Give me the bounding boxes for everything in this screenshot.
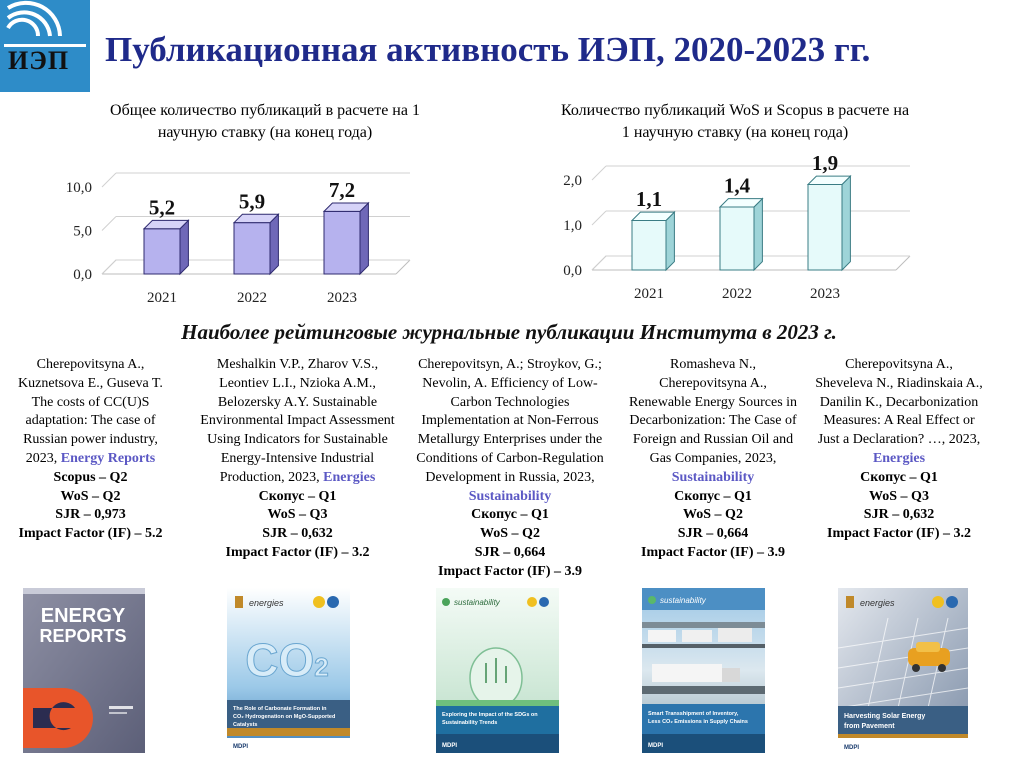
publication-citation: Meshalkin V.P., Zharov V.S., Leontiev L.I., Nzioka A.M., Belozersky A.Y. Sustainable Environmental Impact Assessment Using Indicators for Sustainable Energy-Intensive Industrial Production, 2023, — [200, 357, 395, 485]
publication-metric: WoS – Q3 — [869, 488, 929, 504]
publication-metric: Impact Factor (IF) – 3.9 — [641, 544, 785, 560]
svg-text:sustainability: sustainability — [454, 598, 500, 607]
bar-side — [360, 203, 368, 274]
bar-top — [144, 220, 188, 228]
svg-text:The Role of Carbonate Formatio: The Role of Carbonate Formation in — [233, 706, 327, 712]
svg-text:MDPI: MDPI — [442, 743, 457, 749]
data-label: 1,9 — [811, 151, 839, 176]
bar — [720, 207, 754, 270]
section-title: Наиболее рейтинговые журнальные публикации Института в 2023 г. — [181, 320, 837, 344]
y-tick-label: 0,0 — [73, 267, 92, 283]
publication-citation: Cherepovitsyna A., Sheveleva N., Riadinskaia A., Danilin K., Decarbonization Measures: A Real Effect or Just a Declaration? …, 2023, — [815, 357, 983, 448]
y-tick-label: 1,0 — [563, 218, 582, 234]
svg-text:Catalysts: Catalysts — [233, 722, 258, 728]
data-label: 1,4 — [723, 173, 751, 198]
svg-text:ENERGY: ENERGY — [40, 605, 126, 627]
bar — [324, 211, 360, 274]
data-label: 5,2 — [148, 195, 176, 220]
publications-per-rate-chart — [40, 150, 420, 315]
y-tick-label: 10,0 — [65, 180, 92, 196]
chart2-title-line1: Количество публикаций WoS и Scopus в расчете на — [560, 102, 910, 119]
x-tick-label: 2021 — [634, 286, 664, 302]
svg-text:CO2: CO2 — [245, 634, 329, 686]
publication-metric: WoS – Q3 — [267, 507, 328, 523]
publication-journal: Sustainability — [468, 488, 552, 504]
publication-metric: Impact Factor (IF) – 3.2 — [827, 526, 971, 542]
publication-metric: WoS – Q2 — [60, 488, 121, 504]
grid-line-diag — [102, 217, 116, 231]
wos-scopus-per-rate-chart — [540, 150, 920, 310]
page-title: Публикационная активность ИЭП, 2020-2023 гг. — [105, 30, 871, 69]
publication-metric: Scopus – Q2 — [53, 469, 128, 485]
chart-floor-edge — [396, 260, 410, 274]
bar-side — [754, 199, 762, 270]
svg-text:Harvesting Solar Energy: Harvesting Solar Energy — [844, 713, 926, 720]
x-tick-label: 2023 — [810, 286, 840, 302]
chart-floor-edge — [896, 256, 910, 270]
svg-text:Exploring the Impact of the SD: Exploring the Impact of the SDGs on — [442, 712, 538, 718]
bar-side — [180, 220, 188, 274]
institute-logo — [0, 0, 90, 92]
y-tick-label: 2,0 — [563, 173, 582, 189]
publication-metric: SJR – 0,664 — [474, 544, 546, 560]
publication-metric: Скопус – Q1 — [674, 488, 752, 504]
bar — [808, 185, 842, 271]
svg-text:Smart Transshipment of Invento: Smart Transshipment of Inventory, — [648, 711, 739, 717]
bar — [234, 223, 270, 274]
svg-text:Less CO₂ Emissions in Supply C: Less CO₂ Emissions in Supply Chains — [648, 719, 748, 725]
data-label: 1,1 — [635, 187, 663, 212]
data-label: 5,9 — [238, 189, 266, 214]
publication-citation: Romasheva N., Cherepovitsyna A., Renewable Energy Sources in Decarbonization: The Case of Foreign and Russian Oil and Gas Companies, 2023, — [628, 357, 798, 466]
publication-citation: Cherepovitsyna A., Kuznetsova E., Guseva T. The costs of CC(U)S adaptation: The case of Russian power industry, 2023, — [18, 357, 163, 466]
publication-metric: SJR – 0,973 — [55, 507, 126, 523]
y-tick-label: 5,0 — [73, 223, 92, 240]
energies-cover-co2 — [227, 588, 350, 753]
publication-item — [410, 356, 610, 582]
chart1-title-line1: Общее количество публикаций в расчете на 1 — [110, 102, 420, 119]
bar-top — [234, 214, 278, 222]
publication-metric: Impact Factor (IF) – 3.9 — [438, 563, 582, 579]
publication-metric: SJR – 0,664 — [677, 526, 749, 542]
bar-top — [324, 203, 368, 211]
bar-side — [666, 212, 674, 270]
chart1-title — [40, 100, 490, 144]
grid-line-diag — [102, 173, 116, 187]
chart2-title-line2: 1 научную ставку (на конец года) — [621, 124, 849, 141]
publication-metric: Скопус – Q1 — [860, 469, 938, 485]
publication-metric: SJR – 0,632 — [262, 526, 333, 542]
svg-text:sustainability: sustainability — [660, 596, 706, 605]
bar — [632, 221, 666, 271]
publication-journal: Energies — [872, 450, 926, 466]
svg-text:energies: energies — [860, 598, 895, 608]
x-tick-label: 2021 — [147, 290, 177, 306]
publication-citation: Cherepovitsyn, A.; Stroykov, G.; Nevolin, A. Efficiency of Low-Carbon Technologies Implementation at Non-Ferrous Metallurgy Enterprises under the Conditions of Carbon-Regulation Development in Russia, 2023, — [416, 357, 604, 485]
bar-side — [270, 214, 278, 274]
svg-text:MDPI: MDPI — [844, 745, 859, 751]
publication-metric: WoS – Q2 — [480, 526, 540, 542]
grid-line-diag — [592, 211, 606, 225]
x-tick-label: 2023 — [327, 290, 357, 306]
publication-item — [815, 356, 983, 544]
x-tick-label: 2022 — [722, 286, 752, 302]
publication-metric: Impact Factor (IF) – 3.2 — [225, 544, 370, 560]
bar — [144, 229, 180, 274]
y-tick-label: 0,0 — [563, 263, 582, 279]
publication-metric: Скопус – Q1 — [471, 507, 549, 523]
grid-line-diag — [592, 166, 606, 180]
x-tick-label: 2022 — [237, 290, 267, 306]
publication-item — [8, 356, 173, 544]
publication-metric: WoS – Q2 — [683, 507, 743, 523]
sustainability-cover-2 — [642, 588, 765, 753]
chart2-title — [500, 100, 970, 144]
publication-metric: SJR – 0,632 — [863, 507, 935, 523]
publication-journal: Energy Reports — [60, 450, 156, 466]
svg-text:energies: energies — [249, 598, 284, 608]
svg-text:REPORTS: REPORTS — [39, 626, 127, 646]
publication-metric: Скопус – Q1 — [258, 488, 337, 504]
svg-text:MDPI: MDPI — [648, 743, 663, 749]
chart1-title-line2: научную ставку (на конец года) — [157, 124, 373, 141]
grid-line-diag — [102, 260, 116, 274]
publication-item — [628, 356, 798, 563]
publication-journal: Energies — [323, 469, 376, 485]
publication-journal: Sustainability — [671, 469, 755, 485]
svg-text:Sustainability Trends: Sustainability Trends — [442, 720, 498, 726]
svg-text:from Pavement: from Pavement — [844, 723, 895, 730]
grid-line-diag — [592, 256, 606, 270]
energy-reports-cover — [23, 588, 145, 753]
sustainability-cover-1 — [436, 588, 559, 753]
bar-side — [842, 176, 850, 270]
publication-metric: Impact Factor (IF) – 5.2 — [18, 526, 163, 542]
publication-item — [195, 356, 400, 563]
svg-text:CO₂ Hydrogenation on MgO-Suppo: CO₂ Hydrogenation on MgO-Supported — [233, 714, 336, 720]
svg-text:MDPI: MDPI — [233, 744, 248, 750]
logo-text: ИЭП — [8, 46, 70, 75]
data-label: 7,2 — [328, 177, 356, 202]
energies-cover-solar — [838, 588, 968, 753]
